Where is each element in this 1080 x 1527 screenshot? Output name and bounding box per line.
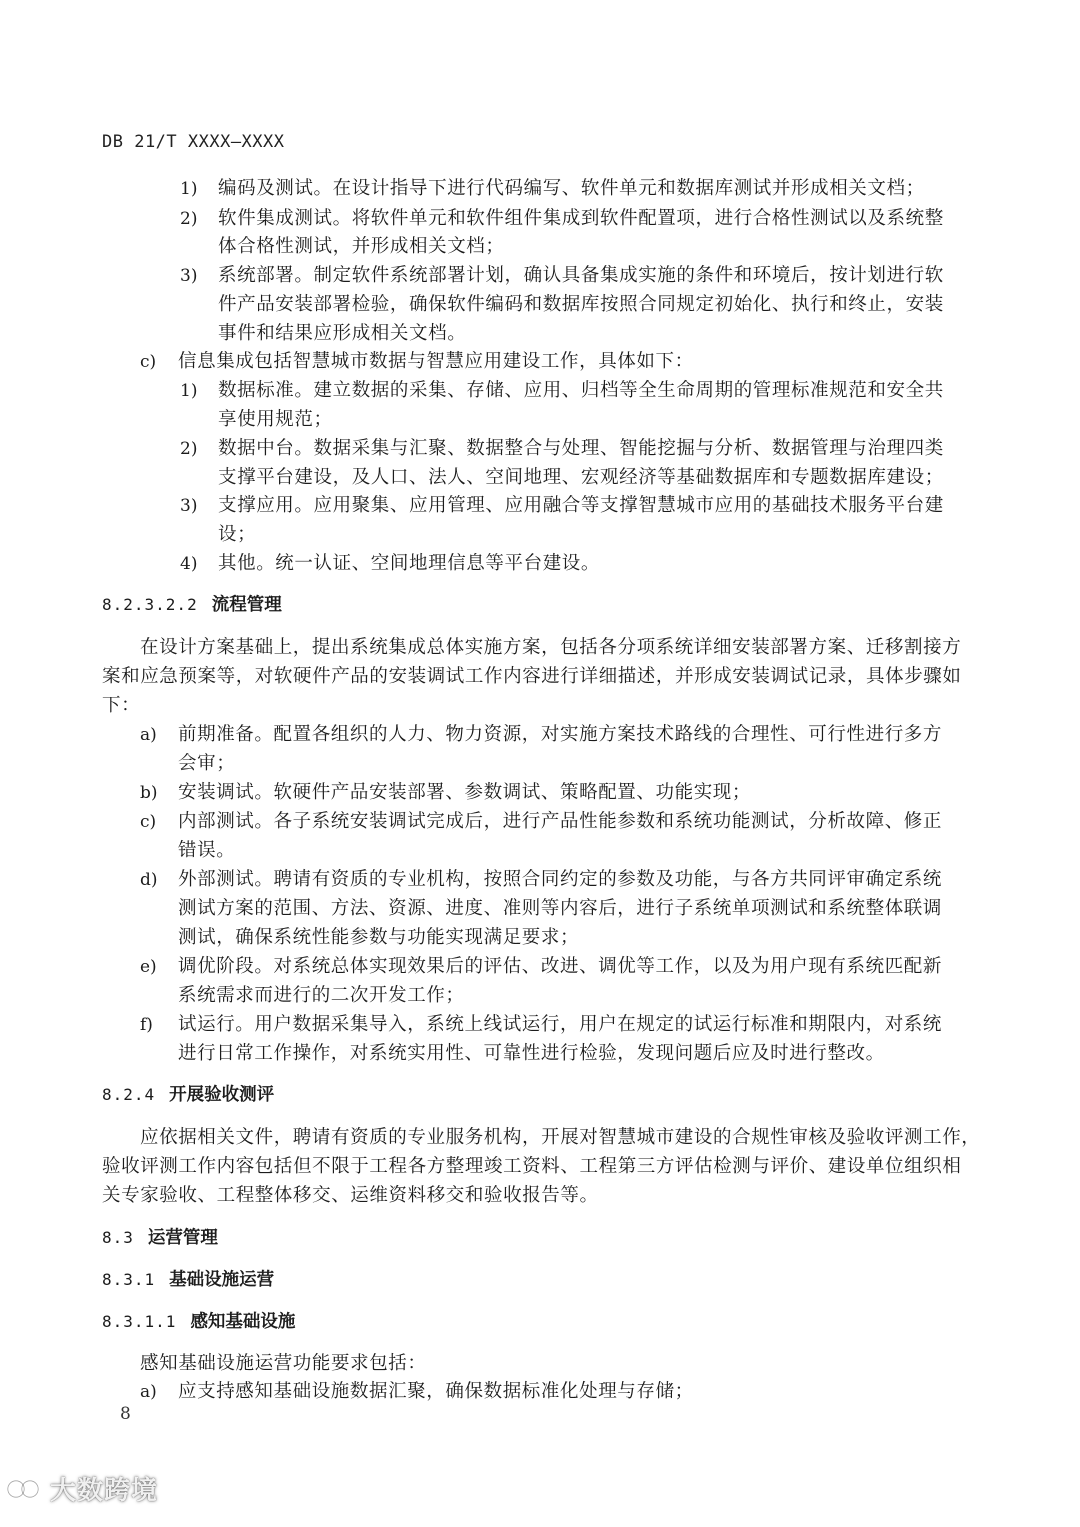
- section-title: 运营管理: [147, 1228, 218, 1248]
- watermark-logo-icon: [6, 1474, 44, 1504]
- paragraph-line: 感知基础设施运营功能要求包括：: [140, 1353, 427, 1374]
- list-number: c): [140, 352, 157, 372]
- section-heading: [102, 1272, 274, 1290]
- list-item-text: 安装调试。软硬件产品安装部署、参数调试、策略配置、功能实现；: [178, 782, 752, 803]
- section-title: 开展验收测评: [169, 1085, 275, 1105]
- paragraph-line: 案和应急预案等，对软硬件产品的安装调试工作内容进行详细描述，并形成安装调试记录，具体步骤如: [102, 666, 962, 687]
- list-item-text: 系统部署。制定软件系统部署计划，确认具备集成实施的条件和环境后，按计划进行软: [218, 265, 944, 286]
- section-heading: [102, 1087, 274, 1105]
- list-item-text: 其他。统一认证、空间地理信息等平台建设。: [218, 553, 601, 574]
- section-number: 8.3.1: [102, 1270, 156, 1289]
- section-number: 8.3: [102, 1228, 134, 1247]
- list-item-text: 信息集成包括智慧城市数据与智慧应用建设工作，具体如下：: [178, 351, 694, 372]
- list-number: a): [140, 1382, 157, 1402]
- list-item-text: 系统需求而进行的二次开发工作；: [178, 985, 465, 1006]
- watermark-text: 大数跨境: [50, 1476, 159, 1506]
- section-number: 8.3.1.1: [102, 1312, 177, 1331]
- list-item-text: 支撑平台建设，及人口、法人、空间地理、宏观经济等基础数据库和专题数据库建设；: [218, 467, 944, 488]
- section-number: 8.2.3.2.2: [102, 595, 198, 614]
- list-number: 1): [180, 179, 198, 199]
- list-number: 3): [180, 496, 198, 516]
- paragraph-line: 下：: [102, 695, 141, 716]
- list-item-text: 设；: [218, 524, 257, 545]
- list-item-text: 体合格性测试，并形成相关文档；: [218, 236, 505, 257]
- list-number: a): [140, 725, 157, 745]
- list-item-text: 享使用规范；: [218, 409, 333, 430]
- list-item-text: 测试方案的范围、方法、资源、进度、准则等内容后，进行子系统单项测试和系统整体联调: [178, 898, 943, 919]
- list-number: e): [140, 957, 157, 977]
- list-item-text: 外部测试。聘请有资质的专业机构，按照合同约定的参数及功能，与各方共同评审确定系统: [178, 869, 943, 890]
- document-header: DB 21/T XXXX—XXXX: [102, 132, 285, 152]
- list-item-text: 调优阶段。对系统总体实现效果后的评估、改进、调优等工作，以及为用户现有系统匹配新: [178, 956, 943, 977]
- section-title: 感知基础设施: [190, 1312, 296, 1332]
- paragraph-line: 应依据相关文件，聘请有资质的专业服务机构，开展对智慧城市建设的合规性审核及验收评测工作，: [140, 1127, 981, 1148]
- list-number: 2): [180, 209, 198, 229]
- list-number: b): [140, 783, 158, 803]
- paragraph-line: 关专家验收、工程整体移交、运维资料移交和验收报告等。: [102, 1185, 599, 1206]
- paragraph-line: 在设计方案基础上，提出系统集成总体实施方案，包括各分项系统详细安装部署方案、迁移割接方: [140, 637, 962, 658]
- list-number: 3): [180, 266, 198, 286]
- list-item-text: 件产品安装部署检验，确保软件编码和数据库按照合同规定初始化、执行和终止，安装: [218, 294, 944, 315]
- list-item-text: 应支持感知基础设施数据汇聚，确保数据标准化处理与存储；: [178, 1381, 694, 1402]
- list-item-text: 会审；: [178, 753, 236, 774]
- paragraph-line: 验收评测工作内容包括但不限于工程各方整理竣工资料、工程第三方评估检测与评价、建设单位组织相: [102, 1156, 962, 1177]
- list-number: 1): [180, 381, 198, 401]
- list-item-text: 编码及测试。在设计指导下进行代码编写、软件单元和数据库测试并形成相关文档；: [218, 178, 925, 199]
- list-item-text: 内部测试。各子系统安装调试完成后，进行产品性能参数和系统功能测试，分析故障、修正: [178, 811, 943, 832]
- section-heading: [102, 597, 282, 615]
- list-item-text: 支撑应用。应用聚集、应用管理、应用融合等支撑智慧城市应用的基础技术服务平台建: [218, 495, 944, 516]
- list-item-text: 软件集成测试。将软件单元和软件组件集成到软件配置项，进行合格性测试以及系统整: [218, 208, 944, 229]
- section-number: 8.2.4: [102, 1085, 156, 1104]
- list-number: 4): [180, 554, 198, 574]
- section-heading: [102, 1314, 295, 1332]
- list-number: c): [140, 812, 157, 832]
- list-item-text: 错误。: [178, 840, 236, 861]
- section-title: 基础设施运营: [169, 1270, 275, 1290]
- list-item-text: 事件和结果应形成相关文档。: [218, 323, 467, 344]
- list-number: f): [140, 1015, 153, 1035]
- watermark: [6, 1470, 158, 1507]
- list-number: d): [140, 870, 158, 890]
- list-item-text: 前期准备。配置各组织的人力、物力资源，对实施方案技术路线的合理性、可行性进行多方: [178, 724, 943, 745]
- page-number: 8: [120, 1404, 131, 1424]
- list-item-text: 数据标准。建立数据的采集、存储、应用、归档等全生命周期的管理标准规范和安全共: [218, 380, 944, 401]
- list-item-text: 进行日常工作操作，对系统实用性、可靠性进行检验，发现问题后应及时进行整改。: [178, 1043, 885, 1064]
- list-item-text: 测试，确保系统性能参数与功能实现满足要求；: [178, 927, 580, 948]
- list-number: 2): [180, 439, 198, 459]
- list-item-text: 试运行。用户数据采集导入，系统上线试运行，用户在规定的试运行标准和期限内，对系统: [178, 1014, 943, 1035]
- section-title: 流程管理: [211, 595, 282, 615]
- section-heading: [102, 1230, 218, 1248]
- list-item-text: 数据中台。数据采集与汇聚、数据整合与处理、智能挖掘与分析、数据管理与治理四类: [218, 438, 944, 459]
